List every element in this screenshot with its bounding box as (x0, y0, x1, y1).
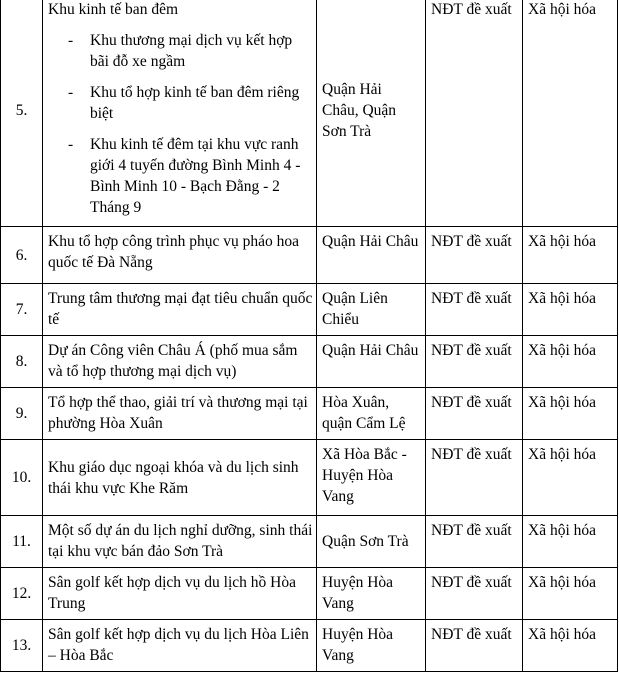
table-row (1, 227, 618, 284)
funding-cell: Xã hội hóa (523, 388, 618, 440)
project-cell: Dự án Công viên Châu Á (phố mua sắm và tổ hợp thương mại dịch vụ) (43, 336, 317, 388)
funding-cell: Xã hội hóa (523, 284, 618, 336)
table-row (1, 620, 618, 672)
location-cell: Quận Hải Châu (317, 227, 426, 284)
proposer-cell: NĐT đề xuất (426, 620, 523, 672)
proposer-cell: NĐT đề xuất (426, 227, 523, 284)
project-cell: Trung tâm thương mại đạt tiêu chuẩn quốc tế (43, 284, 317, 336)
sub-project-name: Khu kinh tế đêm tại khu vực ranh giới 4 tuyến đường Bình Minh 4 - Bình Minh 10 - Bạch Đằng - 2 Tháng 9 (90, 136, 301, 216)
project-cell (43, 0, 317, 227)
location-cell: Quận Hải Châu, Quận Sơn Trà (317, 0, 426, 227)
location-cell: Xã Hòa Bắc - Huyện Hòa Vang (317, 440, 426, 516)
proposer-cell: NĐT đề xuất (426, 336, 523, 388)
list-item (48, 134, 313, 218)
row-number: 8. (1, 336, 43, 388)
location-cell: Quận Liên Chiểu (317, 284, 426, 336)
proposer-cell: NĐT đề xuất (426, 516, 523, 568)
row-number: 11. (1, 516, 43, 568)
table-row (1, 440, 618, 516)
proposer-cell: NĐT đề xuất (426, 568, 523, 620)
table-row (1, 388, 618, 440)
funding-cell: Xã hội hóa (523, 620, 618, 672)
project-name: Khu kinh tế ban đêm (48, 1, 179, 18)
table-row (1, 284, 618, 336)
funding-cell: Xã hội hóa (523, 516, 618, 568)
project-cell: Khu tổ hợp công trình phục vụ pháo hoa quốc tế Đà Nẵng (43, 227, 317, 284)
row-number: 6. (1, 227, 43, 284)
row-number: 7. (1, 284, 43, 336)
sub-project-name: Khu tổ hợp kinh tế ban đêm riêng biệt (90, 84, 300, 122)
project-cell: Sân golf kết hợp dịch vụ du lịch hồ Hòa Trung (43, 568, 317, 620)
table-row (1, 0, 618, 227)
funding-cell: Xã hội hóa (523, 0, 618, 227)
row-number: 5. (1, 0, 43, 227)
project-cell: Khu giáo dục ngoại khóa và du lịch sinh thái khu vực Khe Răm (43, 440, 317, 516)
row-number: 10. (1, 440, 43, 516)
project-cell: Tổ hợp thể thao, giải trí và thương mại tại phường Hòa Xuân (43, 388, 317, 440)
location-cell: Hòa Xuân, quận Cẩm Lệ (317, 388, 426, 440)
table-row (1, 516, 618, 568)
location-cell: Huyện Hòa Vang (317, 568, 426, 620)
location-cell: Huyện Hòa Vang (317, 620, 426, 672)
proposer-cell: NĐT đề xuất (426, 0, 523, 227)
proposer-cell: NĐT đề xuất (426, 284, 523, 336)
list-item (48, 30, 313, 72)
project-cell: Sân golf kết hợp dịch vụ du lịch Hòa Liên – Hòa Bắc (43, 620, 317, 672)
proposer-cell: NĐT đề xuất (426, 388, 523, 440)
funding-cell: Xã hội hóa (523, 227, 618, 284)
dash-bullet: - (68, 136, 74, 153)
row-number: 9. (1, 388, 43, 440)
row-number: 13. (1, 620, 43, 672)
location-cell: Quận Hải Châu (317, 336, 426, 388)
proposer-cell: NĐT đề xuất (426, 440, 523, 516)
dash-bullet: - (68, 84, 74, 101)
table-row (1, 568, 618, 620)
dash-bullet: - (68, 32, 74, 49)
sub-project-name: Khu thương mại dịch vụ kết hợp bãi đỗ xe ngầm (90, 32, 293, 70)
funding-cell: Xã hội hóa (523, 336, 618, 388)
project-cell: Một số dự án du lịch nghỉ dưỡng, sinh thái tại khu vực bán đảo Sơn Trà (43, 516, 317, 568)
list-item (48, 82, 313, 124)
funding-cell: Xã hội hóa (523, 440, 618, 516)
funding-cell: Xã hội hóa (523, 568, 618, 620)
location-cell: Quận Sơn Trà (317, 516, 426, 568)
sub-project-list (48, 30, 313, 218)
table-row (1, 336, 618, 388)
row-number: 12. (1, 568, 43, 620)
